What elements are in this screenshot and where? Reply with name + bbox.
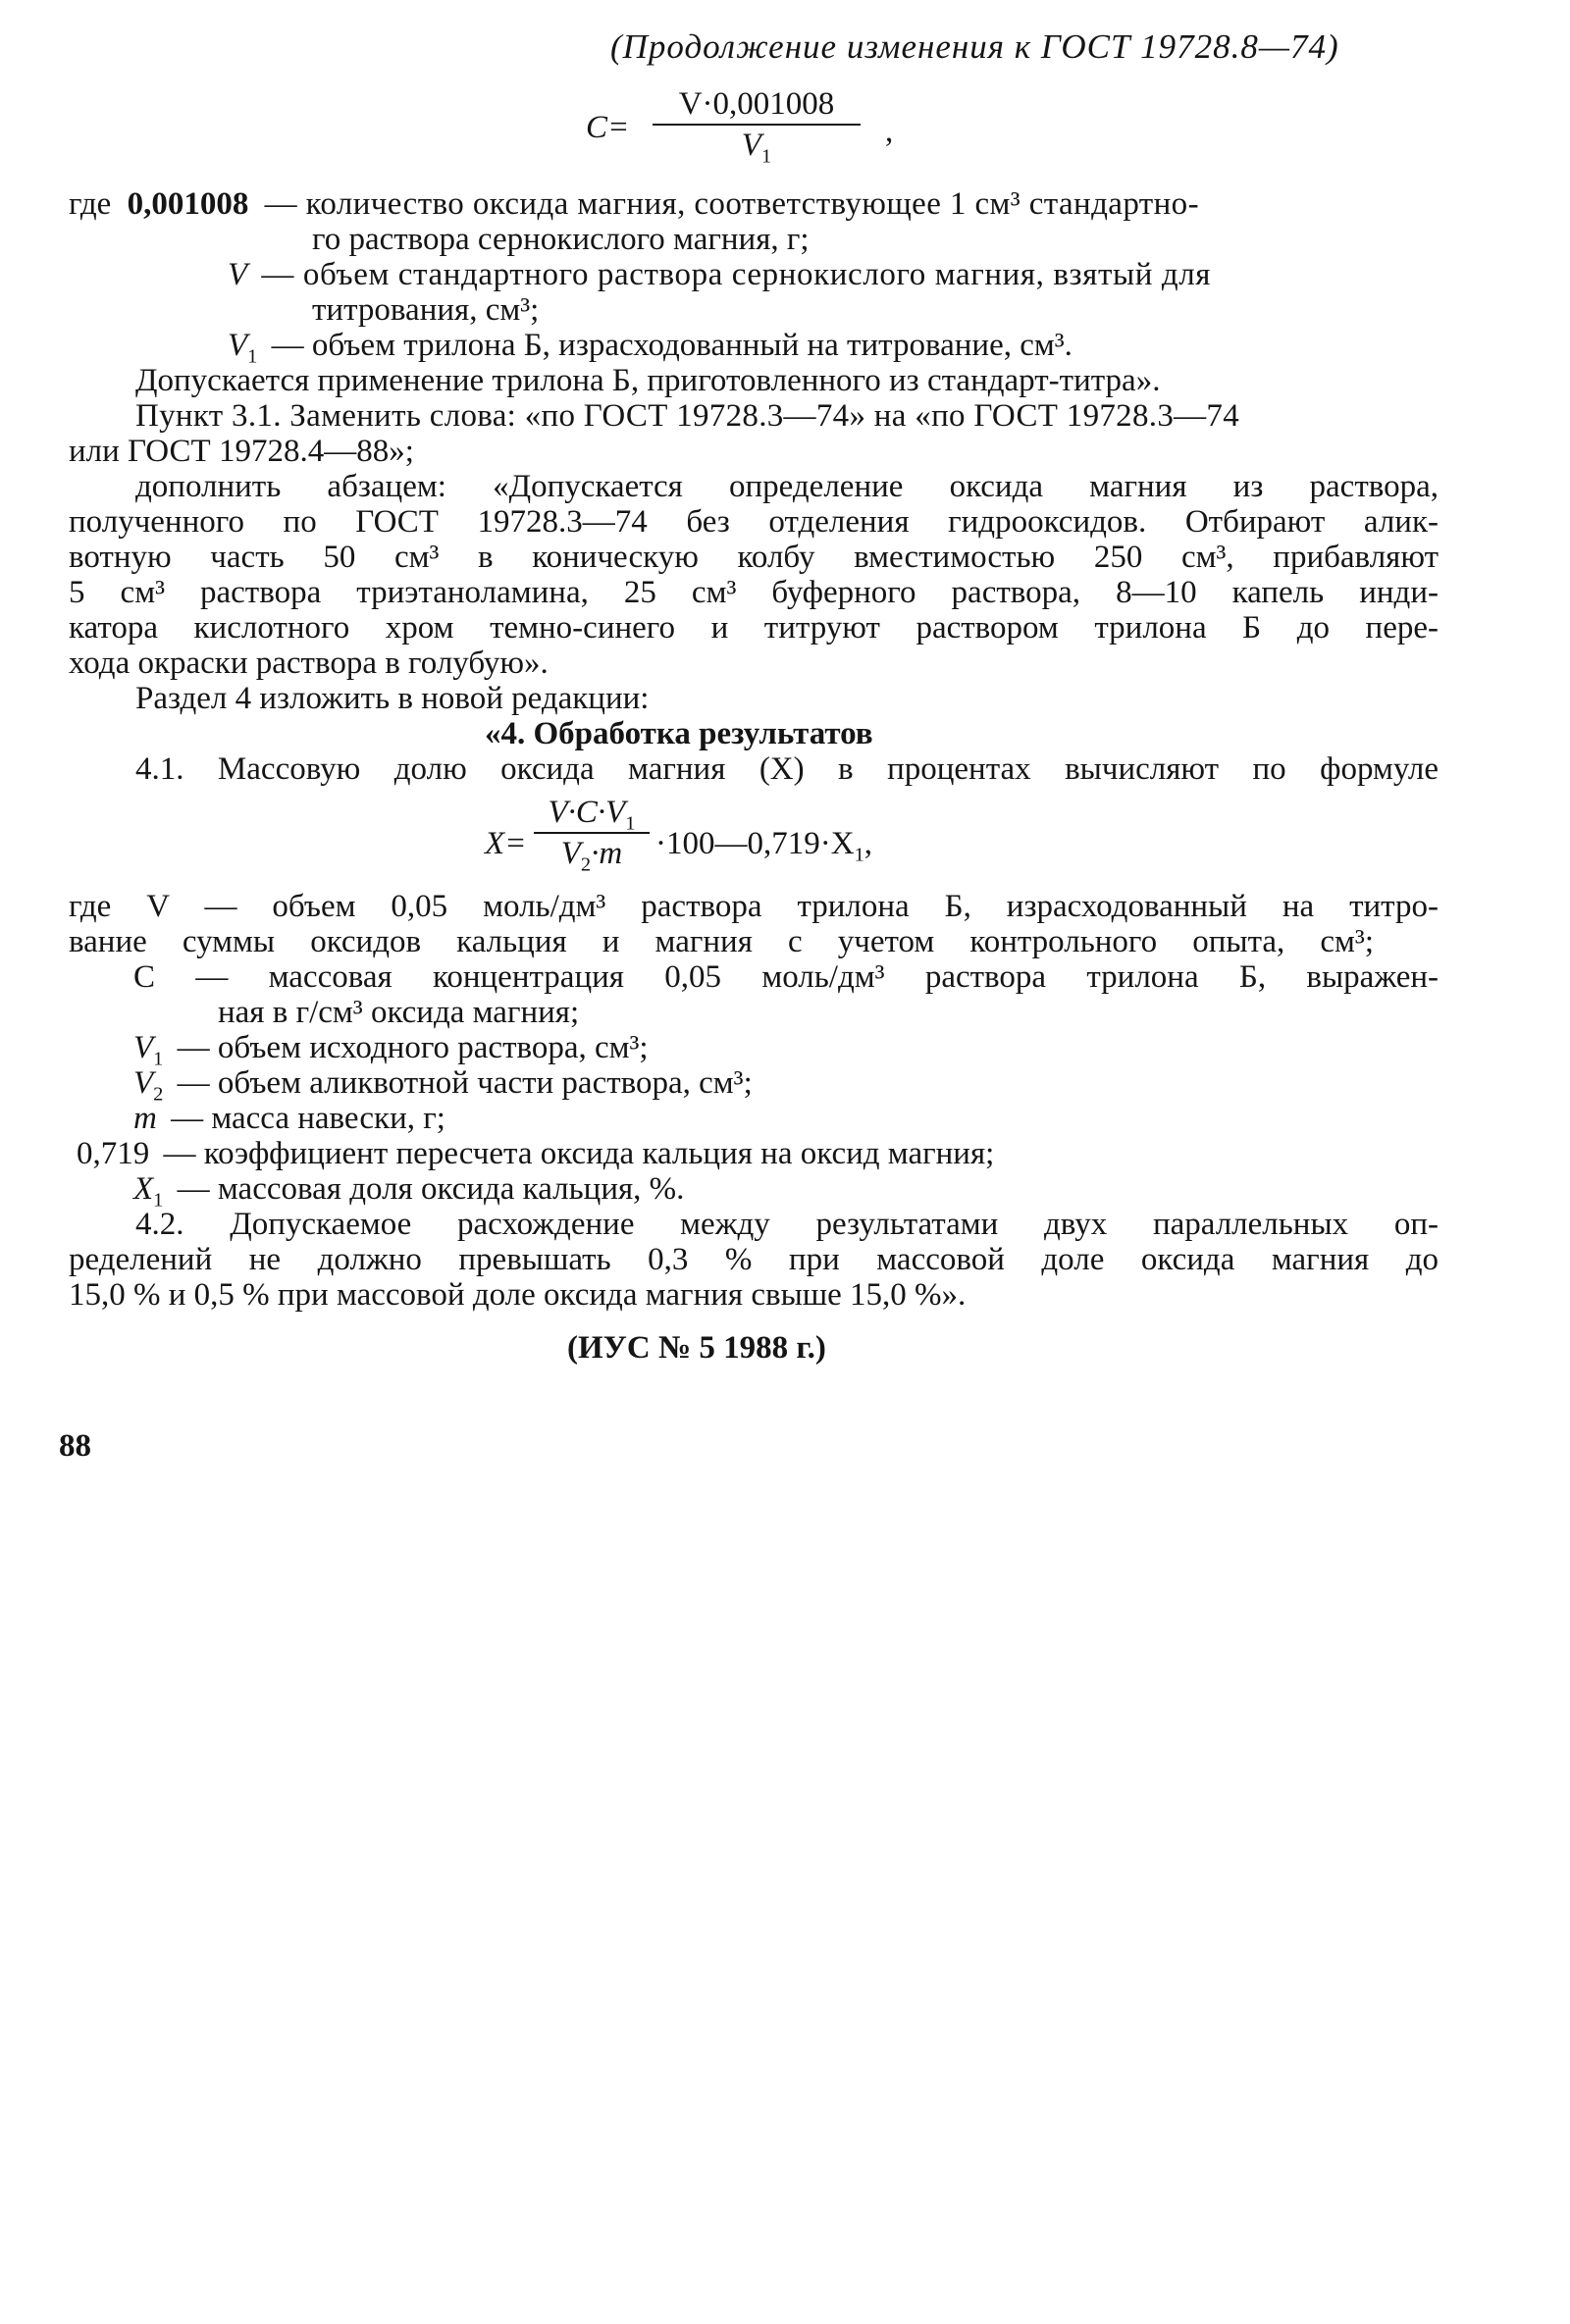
legend-x-line-2: вание суммы оксидов кальция и магния с учетом контрольного опыта, см³;: [69, 924, 1374, 959]
paragraph-3-1-line-1: Пункт 3.1. Заменить слова: «по ГОСТ 19728.3—74» на «по ГОСТ 19728.3—74: [135, 398, 1240, 434]
legend-x-line-6: $V_2$ — объем аликвотной части раствора, см³;: [133, 1065, 753, 1106]
paragraph-section-4: Раздел 4 изложить в новой редакции:: [135, 681, 650, 716]
legend-x-line-9: $X_1$ — массовая доля оксида кальция, %.: [133, 1171, 685, 1212]
legend-x-line-5: $V_1$ — объем исходного раствора, см³;: [133, 1030, 649, 1070]
continuation-header: (Продолжение изменения к ГОСТ 19728.8—74): [610, 27, 1339, 66]
paragraph-add-line-4: 5 см³ раствора триэтаноламина, 25 см³ буферного раствора, 8—10 капель инди-: [69, 575, 1439, 610]
paragraph-3-1-line-2: или ГОСТ 19728.4—88»;: [69, 434, 414, 469]
paragraph-add-line-3: вотную часть 50 см³ в коническую колбу вместимостью 250 см³, прибавляют: [69, 540, 1439, 575]
paragraph-add-line-5: катора кислотного хром темно-синего и титруют раствором трилона Б до пере-: [69, 610, 1439, 646]
formula-c-fraction: [653, 86, 861, 168]
page-number: 88: [59, 1428, 91, 1464]
clause-4-2-line-2: ределений не должно превышать 0,3 % при массовой доле оксида магния до: [69, 1242, 1439, 1277]
legend-c-line-1: где 0,001008 — количество оксида магния, соответствующее 1 см³ стандартно-: [69, 186, 1199, 222]
legend-x-line-3: C — массовая концентрация 0,05 моль/дм³ раствора трилона Б, выражен-: [133, 959, 1439, 995]
legend-x-line-7: m — масса навески, г;: [133, 1101, 445, 1136]
formula-x-numerator: $V\cdot C\cdot V_1$: [534, 795, 650, 834]
paragraph-titr: Допускается применение трилона Б, приготовленного из стандарт-титра».: [135, 363, 1161, 398]
formula-c-lhs: C=: [586, 110, 630, 145]
source-reference: (ИУС № 5 1988 г.): [567, 1330, 826, 1366]
formula-x-denominator: $V_2\cdot m$: [560, 836, 623, 876]
legend-c-line-2: го раствора сернокислого магния, г;: [312, 222, 810, 257]
legend-x-line-4: ная в г/см³ оксида магния;: [218, 995, 580, 1030]
legend-c-line-3: V — объем стандартного раствора сернокислого магния, взятый для: [228, 257, 1212, 292]
clause-4-2-line-1: 4.2. Допускаемое расхождение между результатами двух параллельных оп-: [135, 1207, 1439, 1242]
formula-x-fraction: [534, 795, 650, 876]
legend-c-line-4: титрования, см³;: [312, 292, 540, 328]
legend-c-line-5: $V_1$ — объем трилона Б, израсходованный на титрование, см³.: [228, 328, 1073, 368]
formula-c-numerator: V·0,001008: [653, 86, 861, 126]
paragraph-add-line-2: полученного по ГОСТ 19728.3—74 без отделения гидрооксидов. Отбирают алик-: [69, 504, 1439, 540]
formula-x-lhs: X=: [485, 826, 527, 861]
legend-x-line-8: 0,719 — коэффициент пересчета оксида кальция на оксид магния;: [77, 1136, 995, 1171]
paragraph-add-line-1: дополнить абзацем: «Допускается определение оксида магния из раствора,: [135, 469, 1439, 504]
paragraph-add-line-6: хода окраски раствора в голубую».: [69, 646, 549, 681]
section-title: «4. Обработка результатов: [485, 716, 873, 751]
formula-c-comma: ,: [885, 114, 894, 149]
clause-4-2-line-3: 15,0 % и 0,5 % при массовой доле оксида магния свыше 15,0 %».: [69, 1277, 967, 1313]
paragraph-4-1: 4.1. Массовую долю оксида магния (X) в процентах вычисляют по формуле: [135, 751, 1439, 787]
legend-x-line-1: где V — объем 0,05 моль/дм³ раствора трилона Б, израсходованный на титро-: [69, 889, 1439, 924]
formula-x-tail: $\cdot 100—0,719\cdot X_1$,: [655, 826, 873, 866]
formula-c-denominator: $V_1$: [741, 128, 772, 168]
